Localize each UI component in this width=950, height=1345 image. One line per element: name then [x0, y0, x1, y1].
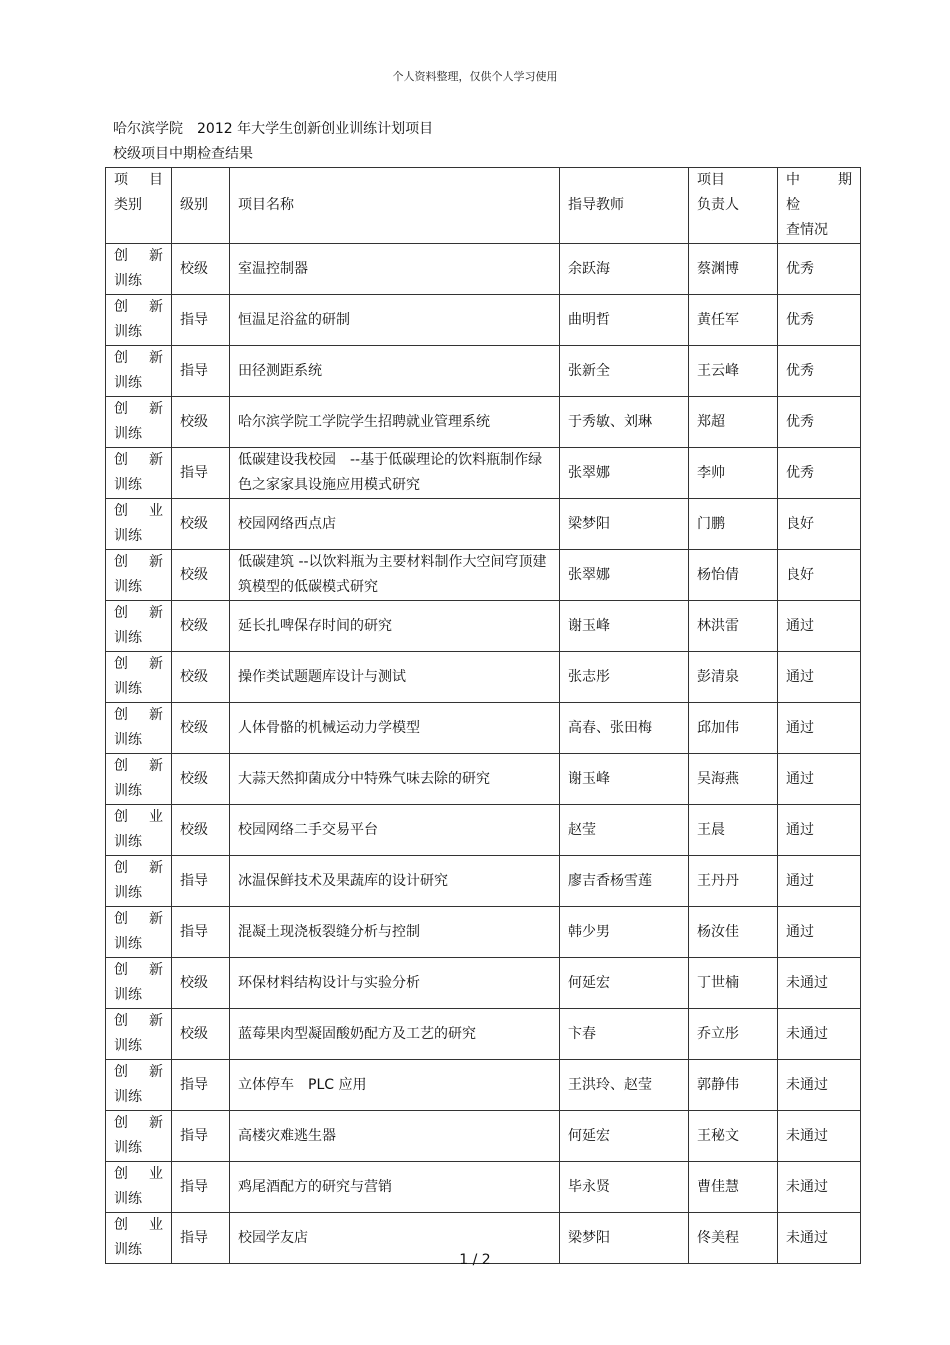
- project-name-cell: 人体骨骼的机械运动力学模型: [230, 703, 560, 754]
- project-name-cell: 校园网络二手交易平台: [230, 805, 560, 856]
- table-row: [106, 1111, 861, 1162]
- header-line: 负责人: [697, 197, 739, 213]
- table-row: [106, 958, 861, 1009]
- watermark-text: 个人资料整理，仅供个人学习使用: [392, 70, 558, 83]
- category-line: 创 新: [114, 350, 163, 366]
- table-row: [106, 346, 861, 397]
- project-name-cell: 校园学友店: [230, 1213, 560, 1264]
- category-cell: [106, 295, 172, 346]
- table-row: [106, 907, 861, 958]
- result-cell: 未通过: [778, 1111, 861, 1162]
- advisor-cell: 韩少男: [560, 907, 689, 958]
- header-line: 查情况: [786, 222, 828, 238]
- level-cell: 指导: [172, 1111, 230, 1162]
- level-cell: 指导: [172, 1060, 230, 1111]
- table-row: [106, 1060, 861, 1111]
- category-line: 训练: [114, 1089, 142, 1105]
- level-cell: 指导: [172, 1213, 230, 1264]
- advisor-cell: 卞春: [560, 1009, 689, 1060]
- category-line: 创 新: [114, 1064, 163, 1080]
- header-midterm-result: [778, 168, 866, 244]
- category-cell: [106, 550, 172, 601]
- result-cell: 通过: [778, 652, 861, 703]
- result-cell: 通过: [778, 601, 861, 652]
- header-line: 类别: [114, 197, 142, 213]
- category-line: 创 新: [114, 1013, 163, 1029]
- level-cell: 校级: [172, 601, 230, 652]
- project-name-cell: 延长扎啤保存时间的研究: [230, 601, 560, 652]
- category-line: 训练: [114, 1140, 142, 1156]
- result-cell: 良好: [778, 550, 861, 601]
- table-row: [106, 1009, 861, 1060]
- header-project-name: 项目名称: [230, 168, 560, 244]
- advisor-cell: 曲明哲: [560, 295, 689, 346]
- level-cell: 校级: [172, 703, 230, 754]
- category-line: 创 新: [114, 860, 163, 876]
- category-cell: [106, 1060, 172, 1111]
- leader-cell: 林洪雷: [689, 601, 778, 652]
- leader-cell: 曹佳慧: [689, 1162, 778, 1213]
- project-name-cell: 低碳建设我校园 --基于低碳理论的饮料瓶制作绿色之家家具设施应用模式研究: [230, 448, 560, 499]
- document-title: 哈尔滨学院 2012 年大学生创新创业训练计划项目: [113, 121, 434, 137]
- table-row: [106, 295, 861, 346]
- result-cell: 优秀: [778, 295, 861, 346]
- category-line: 创 业: [114, 1166, 163, 1182]
- advisor-cell: 高春、张田梅: [560, 703, 689, 754]
- level-cell: 指导: [172, 856, 230, 907]
- advisor-cell: 赵莹: [560, 805, 689, 856]
- advisor-cell: 梁梦阳: [560, 499, 689, 550]
- advisor-cell: 余跃海: [560, 244, 689, 295]
- advisor-cell: 谢玉峰: [560, 601, 689, 652]
- project-name-cell: 立体停车 PLC 应用: [230, 1060, 560, 1111]
- advisor-cell: 梁梦阳: [560, 1213, 689, 1264]
- project-name-cell: 室温控制器: [230, 244, 560, 295]
- leader-cell: 邱加伟: [689, 703, 778, 754]
- result-cell: 通过: [778, 754, 861, 805]
- advisor-cell: 毕永贤: [560, 1162, 689, 1213]
- result-cell: 未通过: [778, 1162, 861, 1213]
- leader-cell: 王丹丹: [689, 856, 778, 907]
- category-cell: [106, 652, 172, 703]
- category-line: 创 新: [114, 707, 163, 723]
- project-name-cell: 田径测距系统: [230, 346, 560, 397]
- advisor-cell: 谢玉峰: [560, 754, 689, 805]
- category-cell: [106, 346, 172, 397]
- category-line: 训练: [114, 1242, 142, 1258]
- category-cell: [106, 601, 172, 652]
- category-line: 创 新: [114, 656, 163, 672]
- category-line: 训练: [114, 579, 142, 595]
- level-cell: 指导: [172, 346, 230, 397]
- category-line: 训练: [114, 834, 142, 850]
- category-line: 创 新: [114, 452, 163, 468]
- header-line: 项 目: [114, 172, 163, 188]
- level-cell: 校级: [172, 397, 230, 448]
- leader-cell: 丁世楠: [689, 958, 778, 1009]
- level-cell: 校级: [172, 499, 230, 550]
- result-cell: 通过: [778, 856, 861, 907]
- result-cell: 通过: [778, 907, 861, 958]
- project-name-cell: 环保材料结构设计与实验分析: [230, 958, 560, 1009]
- category-line: 训练: [114, 477, 142, 493]
- category-cell: [106, 958, 172, 1009]
- leader-cell: 王晨: [689, 805, 778, 856]
- category-line: 训练: [114, 375, 142, 391]
- header-category: [106, 168, 172, 244]
- category-line: 训练: [114, 630, 142, 646]
- result-cell: 优秀: [778, 244, 861, 295]
- advisor-cell: 张翠娜: [560, 550, 689, 601]
- result-cell: 未通过: [778, 1213, 861, 1264]
- table-row: [106, 499, 861, 550]
- advisor-cell: 王洪玲、赵莹: [560, 1060, 689, 1111]
- header-line: 项目: [697, 172, 725, 188]
- category-line: 训练: [114, 273, 142, 289]
- project-name-cell: 恒温足浴盆的研制: [230, 295, 560, 346]
- table-row: [106, 397, 861, 448]
- table-row: [106, 754, 861, 805]
- table-row: [106, 703, 861, 754]
- table-row: [106, 244, 861, 295]
- leader-cell: 杨汝佳: [689, 907, 778, 958]
- category-line: 训练: [114, 732, 142, 748]
- project-name-cell: 蓝莓果肉型凝固酸奶配方及工艺的研究: [230, 1009, 560, 1060]
- result-cell: 未通过: [778, 1009, 861, 1060]
- leader-cell: 王秘文: [689, 1111, 778, 1162]
- category-line: 创 新: [114, 911, 163, 927]
- header-line: 中 期 检: [786, 172, 866, 213]
- project-name-cell: 操作类试题题库设计与测试: [230, 652, 560, 703]
- category-cell: [106, 703, 172, 754]
- category-cell: [106, 856, 172, 907]
- result-cell: 良好: [778, 499, 861, 550]
- leader-cell: 王云峰: [689, 346, 778, 397]
- category-line: 训练: [114, 783, 142, 799]
- category-line: 训练: [114, 324, 142, 340]
- category-line: 训练: [114, 528, 142, 544]
- result-cell: 优秀: [778, 448, 861, 499]
- level-cell: 指导: [172, 907, 230, 958]
- table-row: [106, 448, 861, 499]
- level-cell: 校级: [172, 1009, 230, 1060]
- result-cell: 优秀: [778, 397, 861, 448]
- project-name-cell: 大蒜天然抑菌成分中特殊气味去除的研究: [230, 754, 560, 805]
- category-line: 创 业: [114, 503, 163, 519]
- category-line: 训练: [114, 426, 142, 442]
- advisor-cell: 于秀敏、刘琳: [560, 397, 689, 448]
- category-line: 训练: [114, 681, 142, 697]
- category-cell: [106, 754, 172, 805]
- result-cell: 通过: [778, 805, 861, 856]
- level-cell: 校级: [172, 805, 230, 856]
- category-line: 创 新: [114, 1115, 163, 1131]
- category-cell: [106, 1111, 172, 1162]
- category-line: 创 业: [114, 809, 163, 825]
- leader-cell: 蔡渊博: [689, 244, 778, 295]
- category-cell: [106, 907, 172, 958]
- leader-cell: 门鹏: [689, 499, 778, 550]
- leader-cell: 佟美程: [689, 1213, 778, 1264]
- project-name-cell: 哈尔滨学院工学院学生招聘就业管理系统: [230, 397, 560, 448]
- page-number: 1 / 2: [459, 1252, 491, 1268]
- project-name-cell: 低碳建筑 --以饮料瓶为主要材料制作大空间穹顶建筑模型的低碳模式研究: [230, 550, 560, 601]
- leader-cell: 郑超: [689, 397, 778, 448]
- category-line: 训练: [114, 936, 142, 952]
- category-cell: [106, 244, 172, 295]
- leader-cell: 黄任军: [689, 295, 778, 346]
- table-header-row: [106, 168, 861, 244]
- advisor-cell: 廖吉香杨雪莲: [560, 856, 689, 907]
- category-cell: [106, 448, 172, 499]
- table-row: [106, 856, 861, 907]
- leader-cell: 吴海燕: [689, 754, 778, 805]
- project-name-cell: 校园网络西点店: [230, 499, 560, 550]
- level-cell: 校级: [172, 550, 230, 601]
- category-line: 训练: [114, 885, 142, 901]
- leader-cell: 彭清泉: [689, 652, 778, 703]
- table-row: [106, 550, 861, 601]
- level-cell: 校级: [172, 754, 230, 805]
- category-line: 创 新: [114, 299, 163, 315]
- category-cell: [106, 1162, 172, 1213]
- category-cell: [106, 1009, 172, 1060]
- category-line: 创 新: [114, 554, 163, 570]
- table-row: [106, 805, 861, 856]
- category-line: 创 新: [114, 758, 163, 774]
- level-cell: 指导: [172, 448, 230, 499]
- category-line: 训练: [114, 1191, 142, 1207]
- category-line: 创 新: [114, 605, 163, 621]
- result-cell: 未通过: [778, 958, 861, 1009]
- level-cell: 校级: [172, 244, 230, 295]
- category-line: 创 新: [114, 248, 163, 264]
- leader-cell: 李帅: [689, 448, 778, 499]
- leader-cell: 郭静伟: [689, 1060, 778, 1111]
- project-name-cell: 冰温保鲜技术及果蔬库的设计研究: [230, 856, 560, 907]
- result-cell: 未通过: [778, 1060, 861, 1111]
- leader-cell: 乔立彤: [689, 1009, 778, 1060]
- leader-cell: 杨怡倩: [689, 550, 778, 601]
- category-cell: [106, 499, 172, 550]
- advisor-cell: 何延宏: [560, 1111, 689, 1162]
- header-advisor: 指导教师: [560, 168, 689, 244]
- advisor-cell: 张翠娜: [560, 448, 689, 499]
- category-line: 创 新: [114, 962, 163, 978]
- category-cell: [106, 805, 172, 856]
- table-row: [106, 652, 861, 703]
- document-subtitle: 校级项目中期检查结果: [113, 146, 253, 162]
- category-line: 训练: [114, 1038, 142, 1054]
- category-line: 创 新: [114, 401, 163, 417]
- advisor-cell: 何延宏: [560, 958, 689, 1009]
- table-row: [106, 1162, 861, 1213]
- level-cell: 校级: [172, 958, 230, 1009]
- level-cell: 指导: [172, 1162, 230, 1213]
- project-name-cell: 混凝土现浇板裂缝分析与控制: [230, 907, 560, 958]
- category-line: 创 业: [114, 1217, 163, 1233]
- category-cell: [106, 397, 172, 448]
- project-name-cell: 高楼灾难逃生器: [230, 1111, 560, 1162]
- level-cell: 指导: [172, 295, 230, 346]
- result-cell: 优秀: [778, 346, 861, 397]
- results-table: [105, 167, 866, 1264]
- project-name-cell: 鸡尾酒配方的研究与营销: [230, 1162, 560, 1213]
- level-cell: 校级: [172, 652, 230, 703]
- category-line: 训练: [114, 987, 142, 1003]
- advisor-cell: 张新全: [560, 346, 689, 397]
- header-leader: [689, 168, 778, 244]
- table-row: [106, 601, 861, 652]
- result-cell: 通过: [778, 703, 861, 754]
- header-level: 级别: [172, 168, 230, 244]
- advisor-cell: 张志彤: [560, 652, 689, 703]
